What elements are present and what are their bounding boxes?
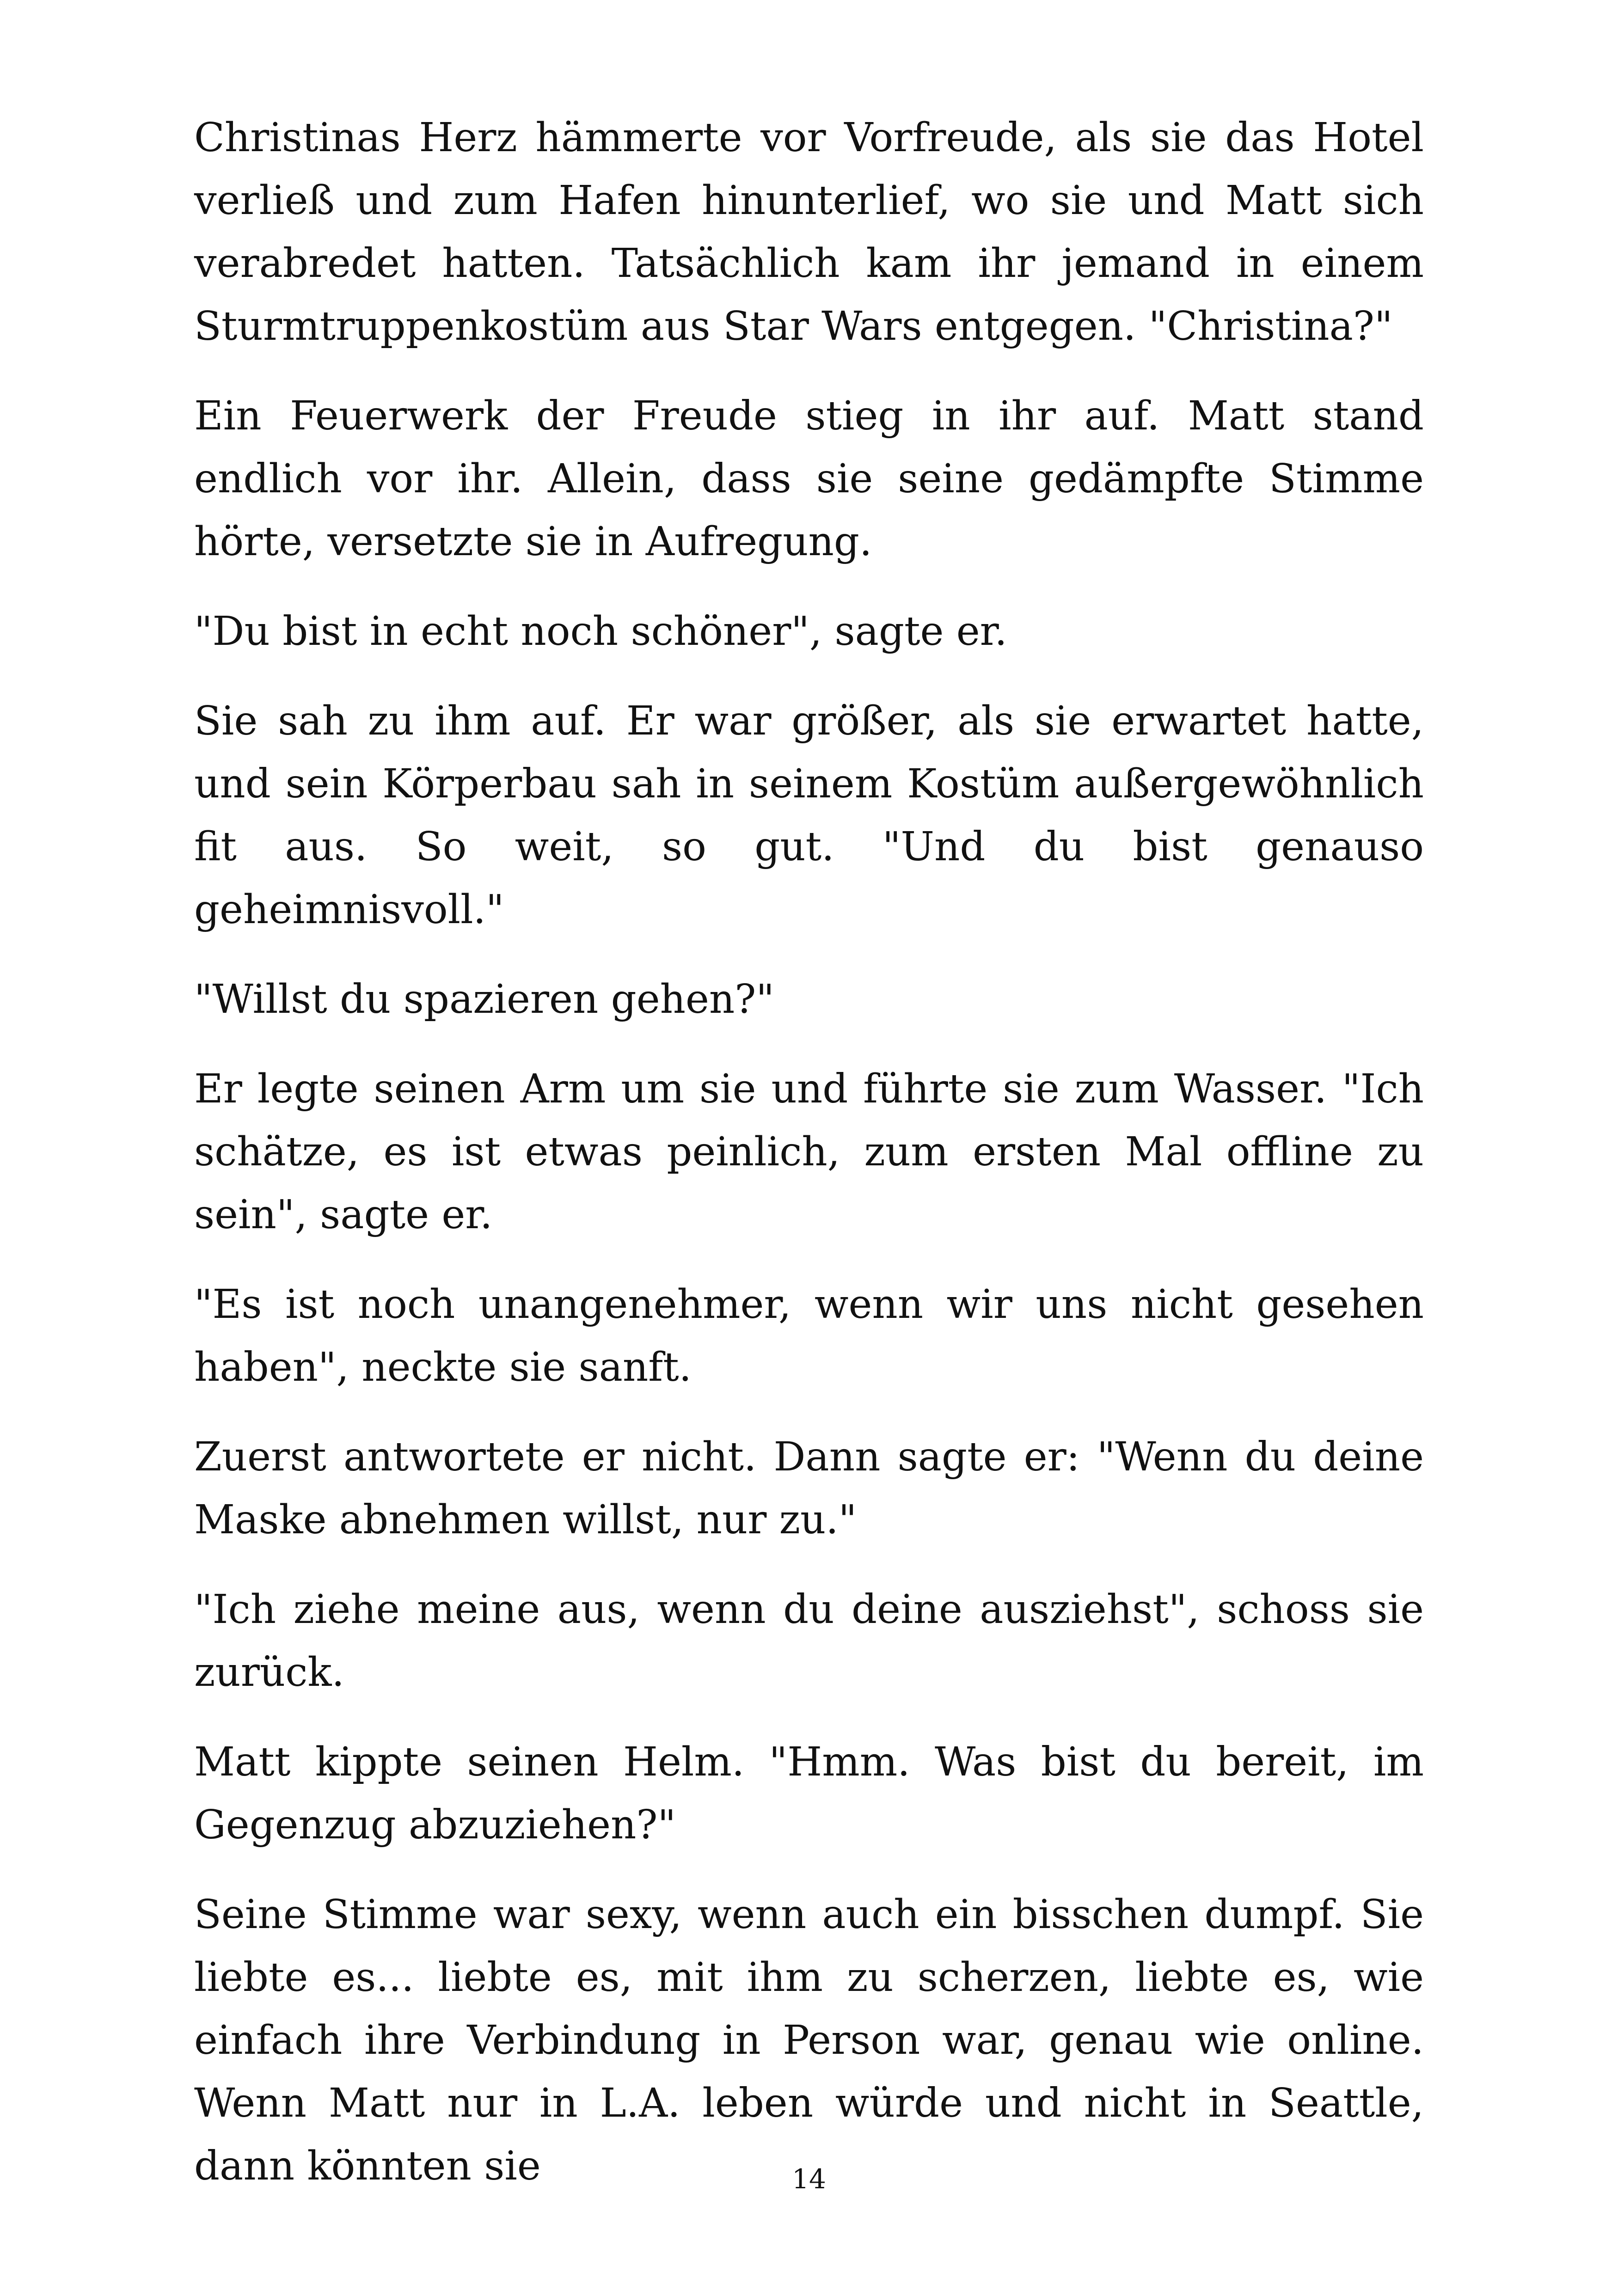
paragraph: "Ich ziehe meine aus, wenn du deine ausziehst", schoss sie zurück. [194,1586,1424,1696]
paragraph: "Es ist noch unangenehmer, wenn wir uns nicht gesehen haben", neckte sie sanft. [194,1281,1424,1390]
page-number: 14 [792,2163,826,2195]
body-text [194,106,1424,2224]
paragraph: Sie sah zu ihm auf. Er war größer, als sie erwartet hatte, und sein Körperbau sah in seinem Kostüm außergewöhnlich fit aus. So weit, so gut. "Und du bist genauso geheimnisvoll." [194,698,1424,933]
paragraph: Ein Feuerwerk der Freude stieg in ihr auf. Matt stand endlich vor ihr. Allein, dass sie seine gedämpfte Stimme hörte, versetzte sie in Aufregung. [194,393,1424,565]
paragraph: Matt kippte seinen Helm. "Hmm. Was bist du bereit, im Gegenzug abzuziehen?" [194,1739,1424,1848]
paragraph: "Du bist in echt noch schöner", sagte er. [194,608,1007,655]
paragraph: Zuerst antwortete er nicht. Dann sagte er: "Wenn du deine Maske abnehmen willst, nur zu." [194,1434,1424,1543]
paragraph: Seine Stimme war sexy, wenn auch ein bisschen dumpf. Sie liebte es... liebte es, mit ihm zu scherzen, liebte es, wie einfach ihre Verbindung in Person war, genau wie online. Wenn Matt nur in L.A. leben würde und nicht in Seattle, dann könnten sie [194,1892,1424,2189]
paragraph: Er legte seinen Arm um sie und führte sie zum Wasser. "Ich schätze, es ist etwas peinlich, zum ersten Mal offline zu sein", sagte er. [194,1066,1424,1238]
paragraph: Christinas Herz hämmerte vor Vorfreude, als sie das Hotel verließ und zum Hafen hinunterlief, wo sie und Matt sich verabredet hatten. Tatsächlich kam ihr jemand in einem Sturmtruppenkostüm aus Star Wars entgegen. "Christina?" [194,115,1424,349]
paragraph: "Willst du spazieren gehen?" [194,976,774,1022]
